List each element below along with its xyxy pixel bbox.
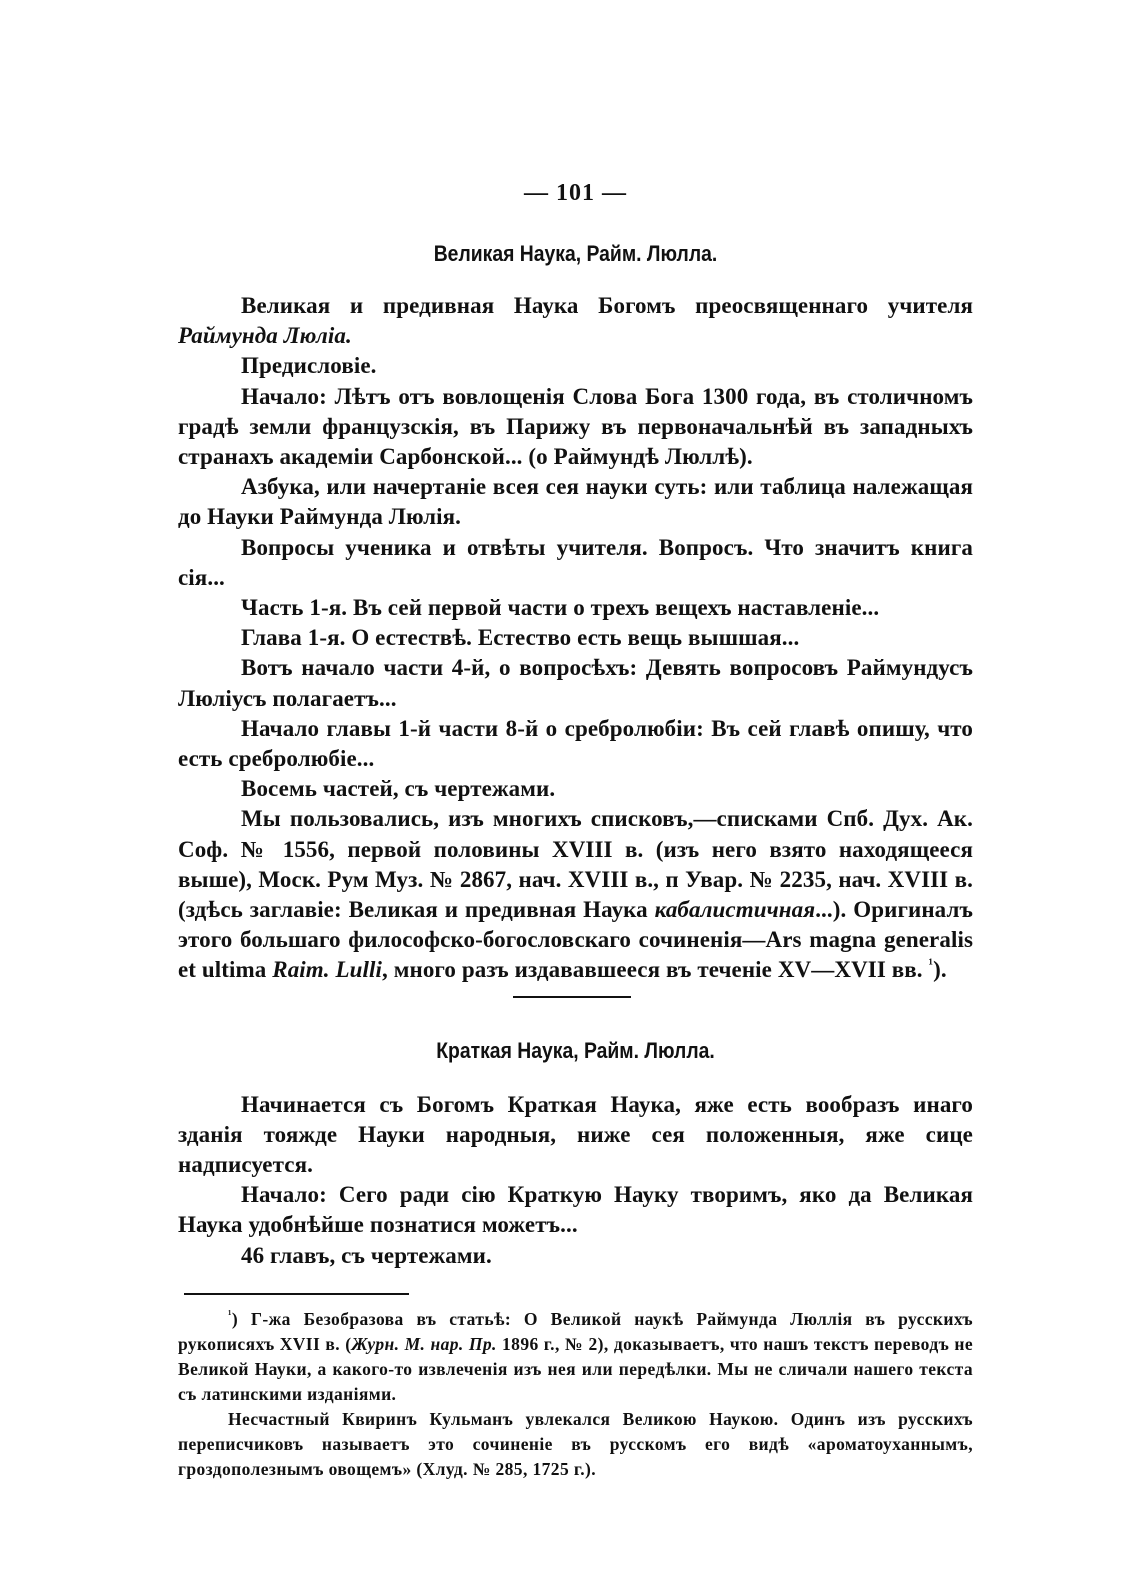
paragraph-part-four: Вотъ начало части 4-й, о вопросѣхъ: Девять вопросовъ Раймундусъ Люлiусъ полагаетъ... (178, 655, 973, 711)
paragraph-brief-intro: Начинается съ Богомъ Краткая Наука, яже есть вообразъ инаго зданiя тояжде Науки народныя, ниже сея положенныя, яже сице надписуется. (178, 1091, 973, 1178)
paragraph-chapter-one: Глава 1-я. О естествѣ. Естество есть вещь вышшая... (241, 625, 800, 651)
paragraph-questions: Вопросы ученика и отвѣты учителя. Вопросъ. Что значитъ книга сiя... (178, 534, 973, 590)
paragraph-part-one: Часть 1-я. Въ сей первой части о трехъ вещехъ наставленiе... (241, 595, 880, 621)
sources-italic-raim-lulli: Raim. Lulli (272, 957, 382, 983)
footnote-1 (178, 1307, 973, 1407)
section-heading-brief-science: Краткая Наука, Райм. Люлла. (436, 1037, 715, 1063)
sources-text-b: ...). Оригиналъ этого большаго философско-богословскаго сочиненiя—Ars magna generalis et ultima (178, 897, 974, 983)
sources-italic-kabbalistic: кабалистичная (654, 897, 816, 923)
footnote-text-a: ) Г-жа Безобразова въ статьѣ: О Великой наукѣ Раймунда Люллiя въ русскихъ рукописяхъ XVII в. ( (178, 1308, 973, 1354)
paragraph-brief-chapters: 46 главъ, съ чертежами. (241, 1242, 492, 1268)
sources-text-c: , много разъ издававшееся въ теченiе XV—XVII вв. (382, 957, 929, 983)
footnote-2: Несчастный Квиринъ Кульманъ увлекался Великою Наукою. Одинъ изъ русскихъ переписчиковъ называетъ это сочиненiе въ русскомъ его видѣ «ароматоуханнымъ, гроздополезнымъ овощемъ» (Хлуд. № 285, 1725 г.). (178, 1408, 973, 1479)
book-page (178, 180, 973, 1482)
paragraph-beginning: Начало: Лѣтъ отъ вовлощенiя Слова Бога 1300 года, въ столичномъ градѣ земли французскiя, въ Парижу въ первоначальнѣй въ западныхъ странахъ академiи Сарбонской... (о Раймундѣ Люллѣ). (178, 383, 973, 470)
paragraph-brief-beginning: Начало: Сего ради сiю Краткую Науку творимъ, яко да Великая Наука удобнѣйше познатися можетъ... (178, 1182, 973, 1238)
sources-text-d: ). (933, 957, 947, 983)
section-heading-great-science: Великая Наука, Райм. Люлла. (433, 241, 718, 266)
paragraph-text: Великая и предивная Наука Богомъ преосвященнаго учителя (241, 293, 973, 318)
footnote-ref-1: ¹ (928, 956, 934, 973)
paragraph-preface: Предисловiе. (241, 353, 377, 379)
paragraph-sources (178, 804, 973, 985)
page-number: — 101 — (524, 180, 627, 206)
footnote-journal-italic: Журн. М. нар. Пр. (351, 1333, 497, 1354)
sources-text-a: Мы пользовались, изъ многихъ списковъ,—списками Спб. Дух. Ак. Соф. № 1556, первой половины XVIII в. (изъ него взято находящееся выше), Моск. Рум Муз. № 2867, нач. XVIII в., п Увар. № 2235, нач. XVIII в. (здѣсь заглавiе: Великая и предивная Наука (178, 806, 973, 923)
footnote-divider (184, 1293, 409, 1295)
paragraph-title (178, 291, 973, 351)
footnote-mark: ¹ (228, 1309, 232, 1322)
footnote-text-b: 1896 г., № 2), доказываетъ, что нашъ текстъ переводъ не Великой Науки, а какого-то извлеченiя изъ нея или передѣлки. Мы не сличали нашего текста съ латинскими изданiями. (178, 1333, 974, 1404)
author-name-italic: Раймунда Люлiа. (178, 323, 352, 349)
paragraph-eight-parts: Восемь частей, съ чертежами. (241, 776, 556, 802)
paragraph-part-eight: Начало главы 1-й части 8-й о сребролюбiи: Въ сей главѣ опишу, что есть сребролюбiе... (178, 715, 973, 772)
paragraph-alphabet: Азбука, или начертанiе всея сея науки суть: или таблица належащая до Науки Раймунда Люлiя. (178, 474, 973, 530)
